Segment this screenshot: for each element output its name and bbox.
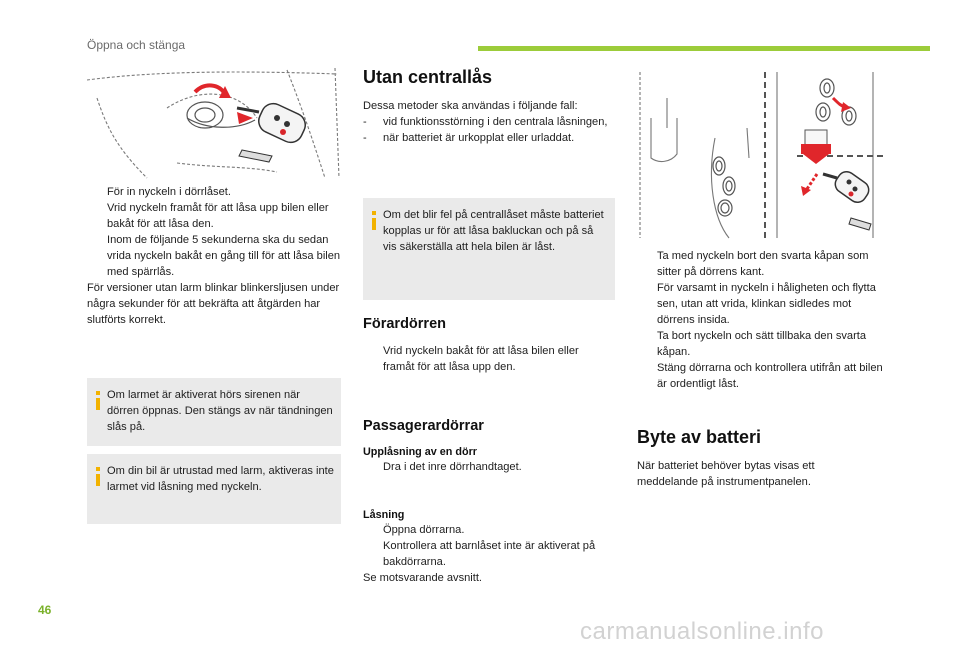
car-key-icon (237, 100, 309, 162)
cover-removal-steps (637, 248, 889, 392)
door-lock-key-illustration (87, 68, 341, 180)
unlock-door-subheading: Upplåsning av en dörr (363, 446, 477, 458)
bullet-icon (637, 248, 657, 280)
header-accent-bar (478, 46, 930, 51)
info-icon (96, 467, 100, 486)
unlock-steps-list (87, 184, 342, 328)
alarm-siren-note: Om larmet är aktiverat hörs sirenen när dörren öppnas. Den stängs av när tändningen slås på. (87, 378, 341, 446)
list-item: Ta med nyckeln bort den svarta kåpan som sitter på dörrens kant. (637, 248, 889, 280)
see-also-text: Se motsvarande avsnitt. (363, 572, 483, 584)
locking-subheading: Låsning (363, 509, 405, 521)
front-door-steps (363, 343, 613, 375)
page-title: Utan centrallås (363, 67, 493, 87)
list-item: Öppna dörrarna. (363, 522, 613, 538)
bullet-icon (87, 200, 107, 232)
bullet-icon (363, 459, 383, 475)
info-icon (96, 391, 100, 410)
list-item: För in nyckeln i dörrlåset. (87, 184, 342, 200)
intro-block: Dessa metoder ska användas i följande fall: - vid funktionsstörning i den centrala låsningen, - när batteriet är urkopplat eller urladdat. (363, 98, 613, 146)
unlock-door-steps (363, 459, 613, 475)
list-item: Vrid nyckeln framåt för att låsa upp bilen eller bakåt för att låsa den. (87, 200, 342, 232)
bullet-icon (637, 360, 657, 392)
list-item: Inom de följande 5 sekunderna ska du sedan vrida nyckeln bakåt en gång till för att låsa bilen med spärrlås. (87, 232, 342, 280)
list-item: Stäng dörrarna och kontrollera utifrån att bilen är ordentligt låst. (637, 360, 889, 392)
bullet-icon (87, 184, 107, 200)
battery-text: När batteriet behöver bytas visas ett meddelande på instrumentpanelen. (637, 460, 815, 488)
door-latch-icon (801, 130, 831, 164)
list-item: - när batteriet är urkopplat eller urladdat. (363, 132, 575, 144)
bullet-icon (363, 522, 383, 538)
list-item: Kontrollera att barnlåset inte är aktiverat på bakdörrarna. (363, 538, 613, 570)
front-door-heading: Förardörren (363, 316, 446, 332)
bullet-icon (637, 280, 657, 328)
bullet-icon (363, 343, 383, 375)
confirmation-paragraph: För versioner utan larm blinkar blinkersljusen under några sekunder för att bekräfta att åtgärden har slutförts korrekt. (87, 282, 340, 326)
bullet-icon (87, 232, 107, 280)
passenger-doors-heading: Passagerardörrar (363, 418, 484, 434)
central-lock-note: Om det blir fel på centrallåset måste batteriet kopplas ur för att låsa bakluckan och på så vis säkerställa att hela bilen är låst. (363, 198, 615, 300)
info-icon (372, 211, 376, 230)
door-edge-lock-illustration (637, 68, 887, 240)
page-number: 46 (38, 603, 52, 617)
list-item: - vid funktionsstörning i den centrala låsningen, (363, 116, 608, 128)
list-item: Vrid nyckeln bakåt för att låsa bilen eller framåt för att låsa upp den. (363, 343, 613, 375)
alarm-lock-note: Om din bil är utrustad med larm, aktiveras inte larmet vid låsning med nyckeln. (87, 454, 341, 524)
list-item: För varsamt in nyckeln i håligheten och flytta sen, utan att vrida, klinkan sidledes mot dörrens insida. (637, 280, 889, 328)
list-item: Ta bort nyckeln och sätt tillbaka den svarta kåpan. (637, 328, 889, 360)
bullet-icon (637, 328, 657, 360)
list-item: Dra i det inre dörrhandtaget. (363, 459, 613, 475)
car-key-icon (823, 168, 872, 230)
section-title: Öppna och stänga (87, 38, 186, 52)
battery-heading: Byte av batteri (637, 427, 762, 447)
locking-steps (363, 522, 613, 586)
watermark: carmanualsonline.info (580, 618, 824, 645)
bullet-icon (363, 538, 383, 570)
